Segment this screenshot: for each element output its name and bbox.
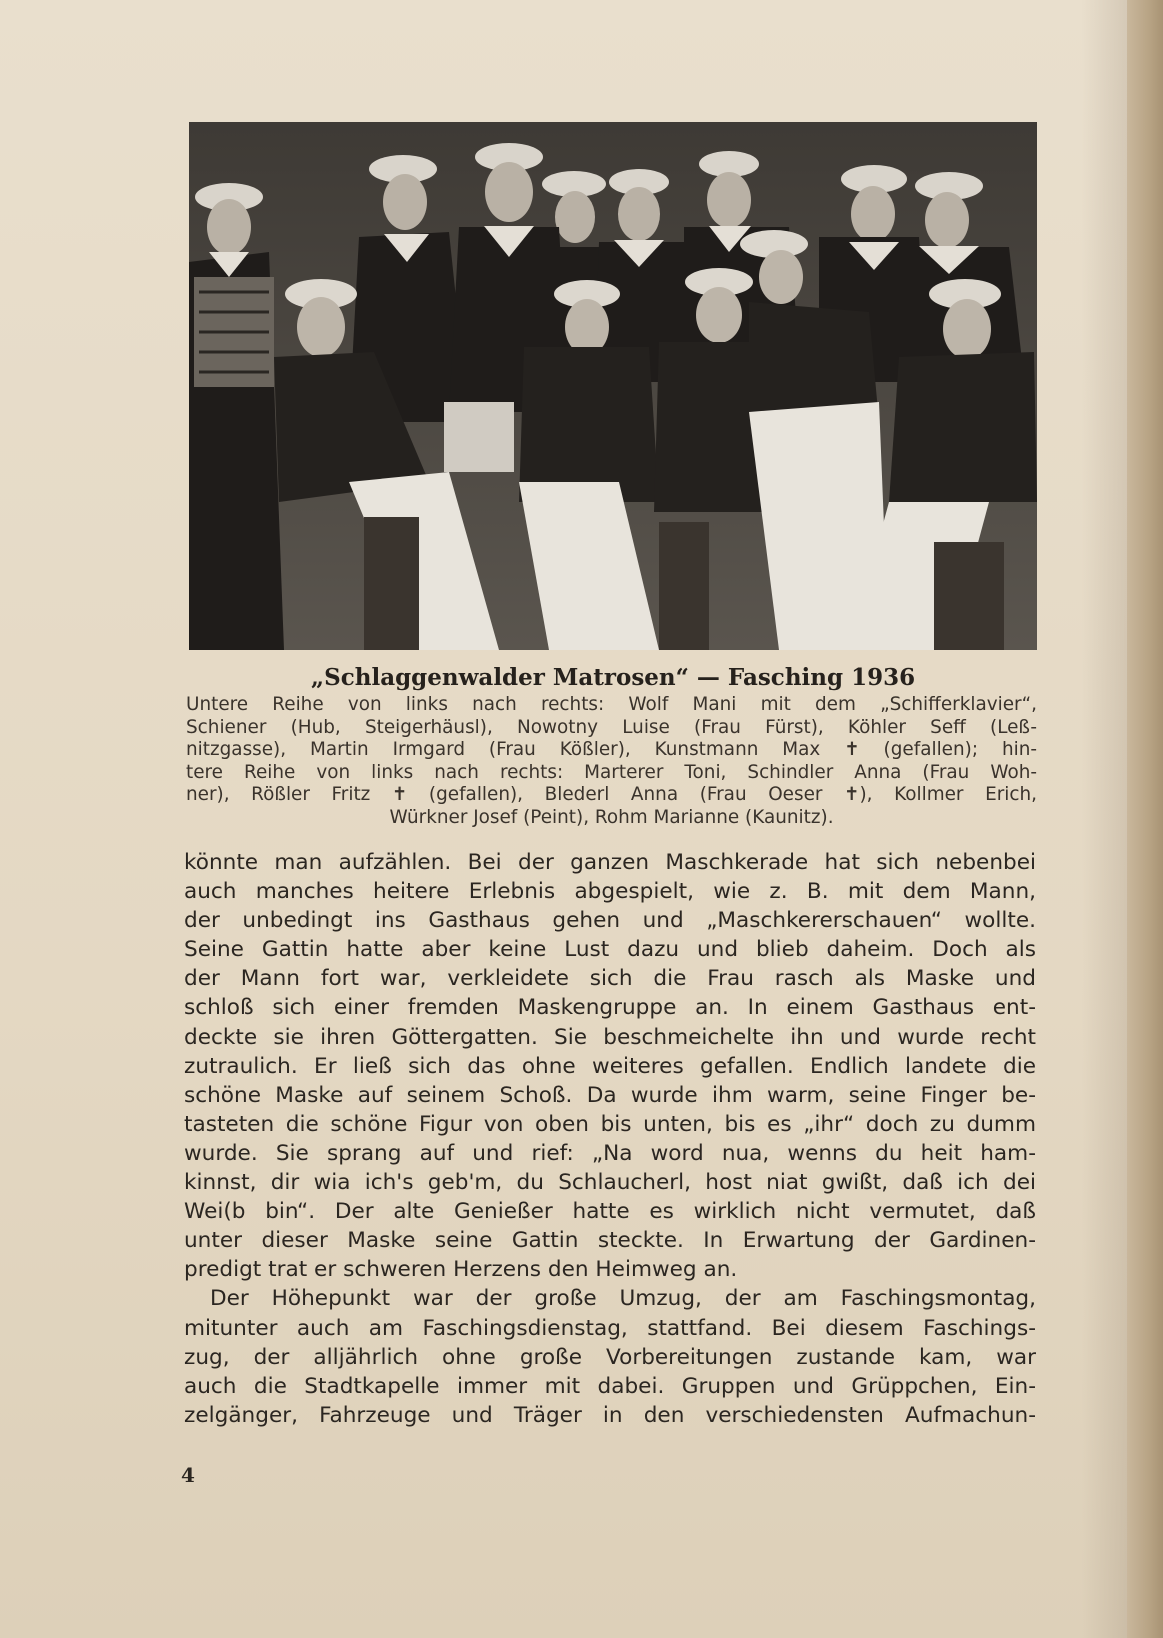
body-line: wurde. Sie sprang auf und rief: „Na word nua, wenns du heit ham- — [184, 1140, 1036, 1166]
body-line: der Mann fort war, verkleidete sich die Frau rasch als Maske und — [184, 966, 1036, 992]
body-text — [184, 848, 1036, 1430]
caption-line: nitzgasse), Martin Irmgard (Frau Kößler), Kunstmann Max ✝ (gefallen); hin- — [186, 739, 1037, 761]
body-line: Wei(b bin“. Der alte Genießer hatte es wirklich nicht vermutet, daß — [184, 1199, 1036, 1225]
body-line: unter dieser Maske seine Gattin steckte. In Erwartung der Gardinen- — [184, 1228, 1036, 1254]
caption-line: Schiener (Hub, Steigerhäusl), Nowotny Luise (Frau Fürst), Köhler Seff (Leß- — [186, 716, 1037, 738]
body-line: zug, der alljährlich ohne große Vorbereitungen zustande kam, war — [184, 1344, 1036, 1370]
body-line: auch die Stadtkapelle immer mit dabei. Gruppen und Grüppchen, Ein- — [184, 1373, 1036, 1399]
caption-line: Untere Reihe von links nach rechts: Wolf Mani mit dem „Schifferklavier“, — [186, 694, 1037, 715]
body-line: zutraulich. Er ließ sich das ohne weiteres gefallen. Endlich landete die — [184, 1053, 1036, 1079]
body-line: kinnst, dir wia ich's geb'm, du Schlaucherl, host niat gwißt, daß ich dei — [184, 1170, 1036, 1196]
body-line: der unbedingt ins Gasthaus gehen und „Maschkererschauen“ wollte. — [184, 908, 1036, 934]
body-line: mitunter auch am Faschingsdienstag, stattfand. Bei diesem Faschings- — [184, 1315, 1036, 1341]
body-line: tasteten die schöne Figur von oben bis unten, bis es „ihr“ doch zu dumm — [184, 1111, 1036, 1137]
page-edge-shadow — [1127, 0, 1163, 1638]
body-line: Der Höhepunkt war der große Umzug, der am Faschingsmontag, — [210, 1286, 1036, 1312]
caption-line: Würkner Josef (Peint), Rohm Marianne (Kaunitz). — [389, 806, 834, 828]
caption-line: tere Reihe von links nach rechts: Marterer Toni, Schindler Anna (Frau Woh- — [186, 761, 1037, 783]
page-number: 4 — [181, 1463, 195, 1487]
body-line: deckte sie ihren Göttergatten. Sie beschmeichelte ihn und wurde recht — [184, 1024, 1036, 1050]
body-line: könnte man aufzählen. Bei der ganzen Maschkerade hat sich nebenbei — [184, 850, 1036, 875]
body-line: auch manches heitere Erlebnis abgespielt, wie z. B. mit dem Mann, — [184, 879, 1036, 905]
photo-caption-title: „Schlaggenwalder Matrosen“ — Fasching 1936 — [310, 664, 916, 691]
body-line: zelgänger, Fahrzeuge und Träger in den verschiedensten Aufmachun- — [184, 1402, 1036, 1428]
body-line: predigt trat er schweren Herzens den Heimweg an. — [184, 1257, 738, 1283]
group-photo — [189, 122, 1037, 650]
body-line: schöne Maske auf seinem Schoß. Da wurde ihm warm, seine Finger be- — [184, 1082, 1036, 1108]
photo-caption — [186, 694, 1037, 830]
caption-line: ner), Rößler Fritz ✝ (gefallen), Blederl Anna (Frau Oeser ✝), Kollmer Erich, — [186, 784, 1037, 806]
body-line: schloß sich einer fremden Maskengruppe an. In einem Gasthaus ent- — [184, 995, 1036, 1021]
group-photo-figures — [189, 122, 1037, 650]
body-line: Seine Gattin hatte aber keine Lust dazu und blieb daheim. Doch als — [184, 937, 1036, 963]
